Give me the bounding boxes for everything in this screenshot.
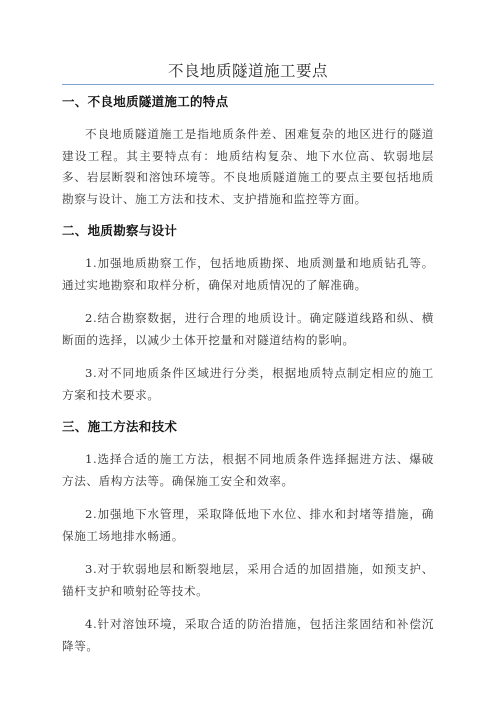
section-1-paragraph-1: 不良地质隧道施工是指地质条件差、困难复杂的地区进行的隧道建设工程。其主要特点有：地质结构复杂、地下水位高、软弱地层多、岩层断裂和溶蚀环境等。不良地质隧道施工的要点主要包括地质勘察与设计、施工方法和技术、支护措施和监控等方面。 [62, 127, 434, 206]
section-2-paragraph-2: 2.结合勘察数据，进行合理的地质设计。确定隧道线路和纵、横断面的选择，以减少土体开挖量和对隧道结构的影响。 [62, 311, 434, 347]
section-heading-2: 二、地质勘察与设计 [62, 223, 178, 238]
section-3-paragraph-3: 3.对于软弱地层和断裂地层，采用合适的加固措施，如预支护、锚杆支护和喷射砼等技术。 [62, 562, 434, 598]
title-underline [62, 84, 434, 85]
section-heading-3: 三、施工方法和技术 [62, 419, 178, 434]
section-2-paragraph-1: 1.加强地质勘察工作，包括地质勘探、地质测量和地质钻孔等。通过实地勘察和取样分析，确保对地质情况的了解准确。 [62, 256, 434, 292]
section-3-paragraph-4: 4.针对溶蚀环境，采取合适的防治措施，包括注浆固结和补偿沉降等。 [62, 617, 434, 653]
section-2-paragraph-3: 3.对不同地质条件区域进行分类，根据地质特点制定相应的施工方案和技术要求。 [62, 366, 434, 402]
section-heading-1: 一、不良地质隧道施工的特点 [62, 94, 229, 109]
section-3-paragraph-1: 1.选择合适的施工方法，根据不同地质条件选择掘进方法、爆破方法、盾构方法等。确保施工安全和效率。 [62, 452, 434, 488]
section-3-paragraph-2: 2.加强地下水管理，采取降低地下水位、排水和封堵等措施，确保施工场地排水畅通。 [62, 507, 434, 543]
document-body [62, 92, 434, 657]
title-block [62, 58, 434, 84]
page-title: 不良地质隧道施工要点 [167, 62, 328, 80]
